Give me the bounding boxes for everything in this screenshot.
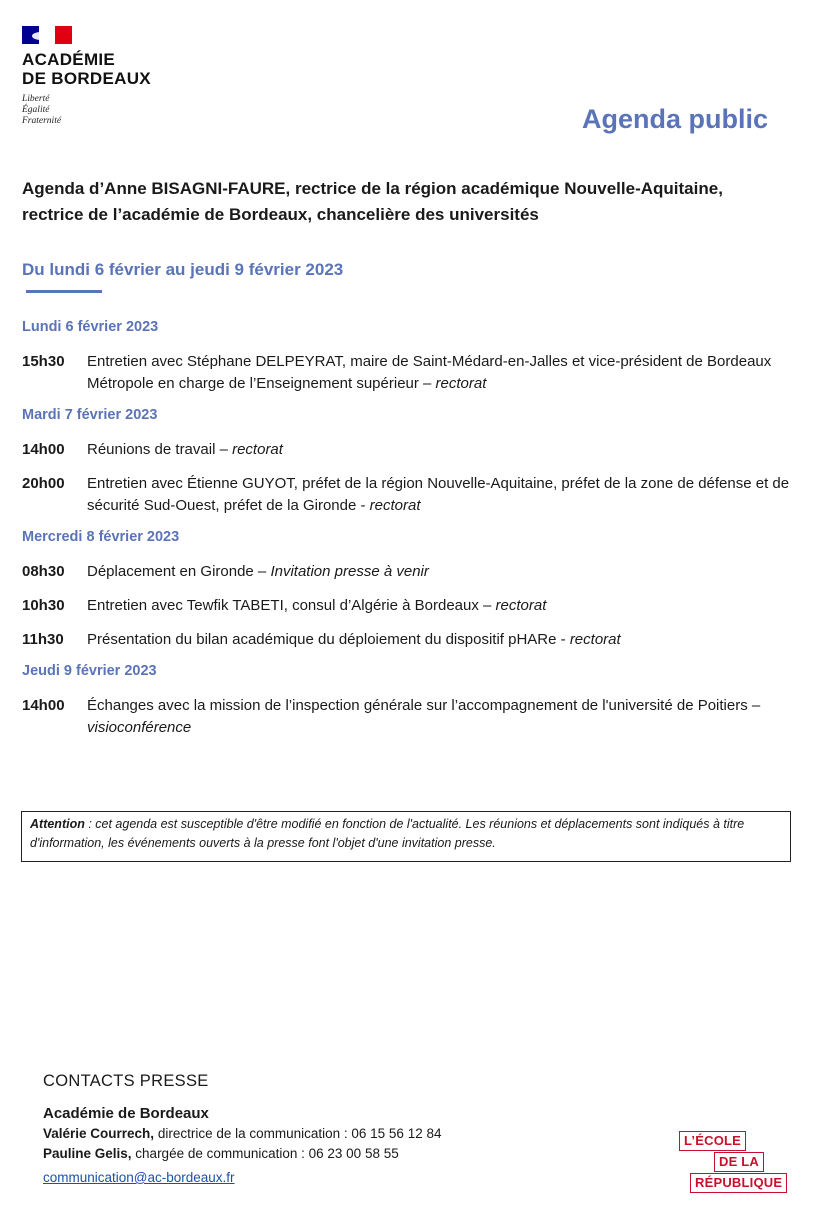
date-range: Du lundi 6 février au jeudi 9 février 2023 <box>22 260 344 279</box>
day-heading: Mercredi 8 février 2023 <box>22 529 180 545</box>
event-location: Invitation presse à venir <box>270 563 429 580</box>
contacts-organization: Académie de Bordeaux <box>43 1105 209 1122</box>
day-heading: Mardi 7 février 2023 <box>22 407 158 423</box>
event-description <box>87 473 792 517</box>
event-location: rectorat <box>495 597 547 614</box>
contact-name: Pauline Gelis, <box>43 1146 132 1161</box>
event-description <box>87 561 792 583</box>
ecole-logo-line3: RÉPUBLIQUE <box>690 1173 787 1193</box>
motto-fraternite: Fraternité <box>22 116 62 126</box>
notice-lead: Attention <box>30 817 85 831</box>
event-time: 14h00 <box>22 697 65 714</box>
event-description <box>87 595 792 617</box>
contact-name: Valérie Courrech, <box>43 1126 155 1141</box>
event-time: 11h30 <box>22 631 64 648</box>
agenda-event <box>22 351 792 395</box>
agenda-event <box>22 473 792 517</box>
logo-title-line2: DE BORDEAUX <box>22 69 151 88</box>
motto-liberte: Liberté <box>22 94 50 104</box>
event-description <box>87 695 792 739</box>
event-location: visioconférence <box>87 719 192 736</box>
logo-title <box>22 50 151 88</box>
agenda-day <box>22 319 792 395</box>
contact-person <box>43 1124 441 1144</box>
event-text: Entretien avec Stéphane DELPEYRAT, maire de Saint-Médard-en-Jalles et vice-président de Bordeaux Métropole en charge de l’Enseignement supérieur – <box>87 353 772 392</box>
event-time: 08h30 <box>22 563 65 580</box>
event-time: 14h00 <box>22 441 65 458</box>
event-time: 20h00 <box>22 475 65 492</box>
event-location: rectorat <box>369 497 421 514</box>
contact-email-link[interactable]: communication@ac-bordeaux.fr <box>43 1170 235 1185</box>
day-heading: Lundi 6 février 2023 <box>22 319 159 335</box>
notice-text: : cet agenda est susceptible d'être modifié en fonction de l'actualité. Les réunions et déplacements sont indiqués à titre d'information, les événements ouverts à la presse font l'objet d'une invitation presse. <box>30 817 745 850</box>
motto-egalite: Égalité <box>22 105 50 115</box>
page-title: Agenda public <box>581 104 768 134</box>
ecole-logo-line2: DE LA <box>714 1152 764 1172</box>
event-location: rectorat <box>569 631 621 648</box>
event-text: Réunions de travail – <box>87 441 233 458</box>
attention-notice <box>21 811 791 862</box>
event-text: Entretien avec Étienne GUYOT, préfet de la région Nouvelle-Aquitaine, préfet de la zone de défense et de sécurité Sud-Ouest, préfet de la Gironde - <box>87 475 790 514</box>
agenda-event <box>22 439 792 461</box>
contacts-title: CONTACTS PRESSE <box>43 1072 209 1090</box>
agenda-event <box>22 561 792 583</box>
agenda-day <box>22 663 792 739</box>
event-location: rectorat <box>232 441 283 458</box>
logo-motto <box>22 94 151 127</box>
day-heading: Jeudi 9 février 2023 <box>22 663 157 679</box>
event-text: Échanges avec la mission de l’inspection générale sur l’accompagnement de l'université de Poitiers – <box>87 697 761 714</box>
event-time: 10h30 <box>22 597 65 614</box>
agenda-list <box>22 319 792 751</box>
ecole-republique-logo <box>679 1131 799 1195</box>
event-text: Déplacement en Gironde – <box>87 563 271 580</box>
event-time: 15h30 <box>22 353 65 370</box>
logo-title-line1: ACADÉMIE <box>22 50 116 69</box>
contact-role: chargée de communication : 06 23 00 58 55 <box>131 1146 399 1161</box>
event-description <box>87 351 792 395</box>
agenda-day <box>22 529 792 651</box>
contact-person <box>43 1144 441 1164</box>
ecole-logo-line1: L’ÉCOLE <box>679 1131 746 1151</box>
contact-role: directrice de la communication : 06 15 56 12 84 <box>154 1126 442 1141</box>
agenda-event <box>22 629 792 651</box>
event-description <box>87 439 792 461</box>
date-range-underline <box>26 290 102 293</box>
event-text: Présentation du bilan académique du déploiement du dispositif pHARe - <box>87 631 570 648</box>
marianne-flag-icon <box>22 26 72 44</box>
agenda-headline: Agenda d’Anne BISAGNI-FAURE, rectrice de la région académique Nouvelle-Aquitaine, rectrice de l’académie de Bordeaux, chancelière des universités <box>22 179 723 224</box>
event-location: rectorat <box>435 375 487 392</box>
academie-logo <box>22 26 151 127</box>
event-description <box>87 629 792 651</box>
agenda-day <box>22 407 792 517</box>
agenda-event <box>22 695 792 739</box>
press-contacts <box>43 1072 441 1185</box>
event-text: Entretien avec Tewfik TABETI, consul d’Algérie à Bordeaux – <box>87 597 496 614</box>
agenda-event <box>22 595 792 617</box>
